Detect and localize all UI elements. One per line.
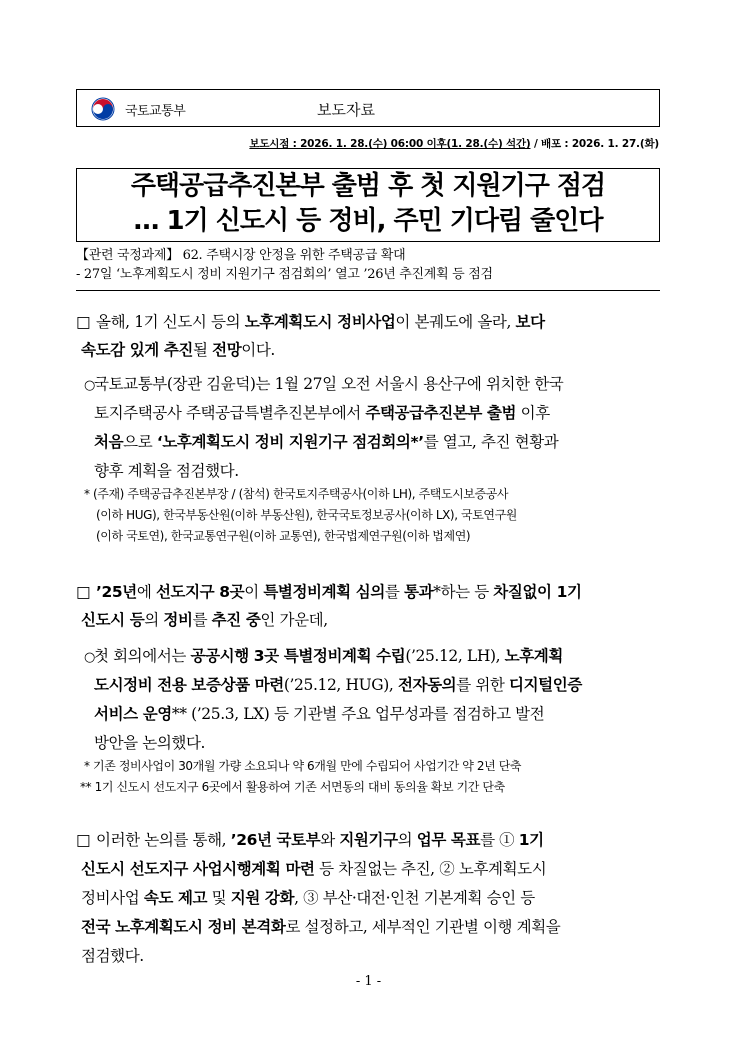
bold-run: 지원 강화 [230,889,295,907]
bold-run: 속도감 있게 추진 [81,341,194,359]
text-run: 를 열고, 추진 현황과 [423,433,559,451]
text-run: 으로 [123,433,157,451]
bold-run: 속도 제고 [143,889,208,907]
text-run: 정비사업 [81,889,144,907]
footnote-line: * 기존 정비사업이 30개월 가량 소요되나 약 6개월 만에 수립되어 사업기간 약 2년 단축 [84,759,522,773]
text-run: 될 [193,341,213,359]
bold-run: 특별정비계획 심의 [263,583,385,601]
footnote-effects [80,756,521,798]
text-run: ** (’25.3, LX) 등 기관별 주요 업무성과를 점검하고 발전 [171,705,545,723]
bold-run: 업무 목표 [416,831,481,849]
bold-run: ’26년 국토부 [230,831,321,849]
distribution-date: / 배포 : 2026. 1. 27.(화) [530,138,659,150]
text-run: 인 가운데, [260,611,328,629]
text-line: 방안을 논의했다. [94,734,206,752]
bold-run: 통과 [404,583,434,601]
footnote-line: (이하 국토연), 한국교통연구원(이하 교통연), 한국법제연구원(이하 법제연) [96,529,471,543]
bold-run: 전자동의 [397,676,457,694]
section-2-detail [94,642,666,758]
bold-run: 추진 중 [211,611,261,629]
text-line: 국토교통부(장관 김윤덕)는 1월 27일 오전 서울시 용산구에 위치한 한국 [94,375,564,393]
bold-run: 노후계획 [504,647,563,665]
text-run: 의 [144,611,164,629]
headline-box [76,168,660,242]
footnote-line: ** 1기 신도시 선도지구 6곳에서 활용하여 기존 서면동의 대비 동의율 확보 기간 단축 [80,780,505,794]
subheadline: - 27일 ‘노후계획도시 정비 지원기구 점검회의’ 열고 ’26년 추진계획 등 점검 [76,267,493,282]
embargo-time: 보도시점 : 2026. 1. 28.(수) 06:00 이후(1. 28.(수) 석간) [249,138,531,150]
text-run: 첫 회의에서는 [94,647,191,665]
text-line: 점검했다. [81,947,144,965]
headline-line-1: 주택공급추진본부 출범 후 첫 지원기구 점검 [130,171,606,201]
ministry-name: 국토교통부 [125,104,186,119]
bold-run: 공공시행 3곳 특별정비계획 수립 [190,647,406,665]
section-1-detail [94,370,666,486]
bold-run: 노후계획도시 정비사업 [244,313,396,331]
text-run: 의 [397,831,417,849]
text-run: 로 설정하고, 세부적인 기관별 이행 계획을 [285,918,561,936]
text-run: 및 [207,889,231,907]
text-line: 향후 계획을 점검했다. [94,462,239,480]
text-run: 를 위한 [456,676,510,694]
bold-run: 차질없이 1기 [493,583,582,601]
text-run: 이후 [516,404,550,422]
circle-bullet: ○ [84,378,95,393]
bold-run: 1기 [518,831,544,849]
bold-run: 신도시 등 [81,611,145,629]
text-run: 올해, 1기 신도시 등의 [96,313,245,331]
related-task-line: 【관련 국정과제】 62. 주택시장 안정을 위한 주택공급 확대 [76,248,406,263]
bold-run: 선도지구 8곳 [155,583,245,601]
footnote-attendees [84,484,517,547]
footnote-line: (이하 HUG), 한국부동산원(이하 부동산원), 한국국토정보공사(이하 LX), 국토연구원 [96,508,518,522]
press-release-label: 보도자료 [317,101,375,119]
text-run: 와 [320,831,340,849]
bold-run: ‘노후계획도시 정비 지원기구 점검회의*’ [156,433,424,451]
related-tasks [76,246,493,284]
text-run: 이 [244,583,264,601]
divider [76,290,660,291]
text-run: 에 [136,583,156,601]
bold-run: 정비 [163,611,193,629]
bold-run: 지원기구 [339,831,398,849]
text-run: 이다. [241,341,275,359]
square-bullet: □ [76,583,91,601]
embargo-line [249,136,659,151]
text-run: 를 ① [480,831,519,849]
text-run: 이러한 논의를 통해, [96,831,231,849]
bold-run: ’25년 [96,583,137,601]
square-bullet: □ [76,831,91,849]
page-number: - 1 - [355,974,382,989]
bold-run: 신도시 선도지구 사업시행계획 마련 [81,860,315,878]
bold-run: 전망 [212,341,242,359]
text-run: (’25.12, HUG), [283,676,398,694]
text-run: *하는 등 [433,583,494,601]
text-run: 토지주택공사 주택공급특별추진본부에서 [94,404,366,422]
bold-run: 전국 노후계획도시 정비 본격화 [81,918,286,936]
square-bullet: □ [76,313,91,331]
circle-bullet: ○ [84,650,95,665]
bold-run: 처음 [94,433,124,451]
text-run: (’25.12, LH), [405,647,505,665]
bold-run: 서비스 운영 [94,705,172,723]
text-run: 이 본궤도에 올라, [395,313,516,331]
bold-run: 주택공급추진본부 출범 [365,404,517,422]
text-run: 를 [384,583,405,601]
section-1-paragraph [81,308,664,364]
text-run: , ③ 부산·대전·인천 기본계획 승인 등 [294,889,535,907]
headline-line-2: … 1기 신도시 등 정비, 주민 기다림 줄인다 [133,206,603,236]
text-run: 등 차질없는 추진, ② 노후계획도시 [314,860,547,878]
section-2-paragraph [81,578,664,634]
bold-run: 도시정비 전용 보증상품 마련 [94,676,284,694]
header-box [76,89,660,127]
footnote-line: * (주재) 주택공급추진본부장 / (참석) 한국토지주택공사(이하 LH), 주택도시보증공사 [84,487,509,501]
text-run: 를 [192,611,212,629]
bold-run: 디지털인증 [509,676,582,694]
bold-run: 보다 [515,313,545,331]
section-3-paragraph [81,826,664,971]
ministry-logo-icon [91,97,115,121]
